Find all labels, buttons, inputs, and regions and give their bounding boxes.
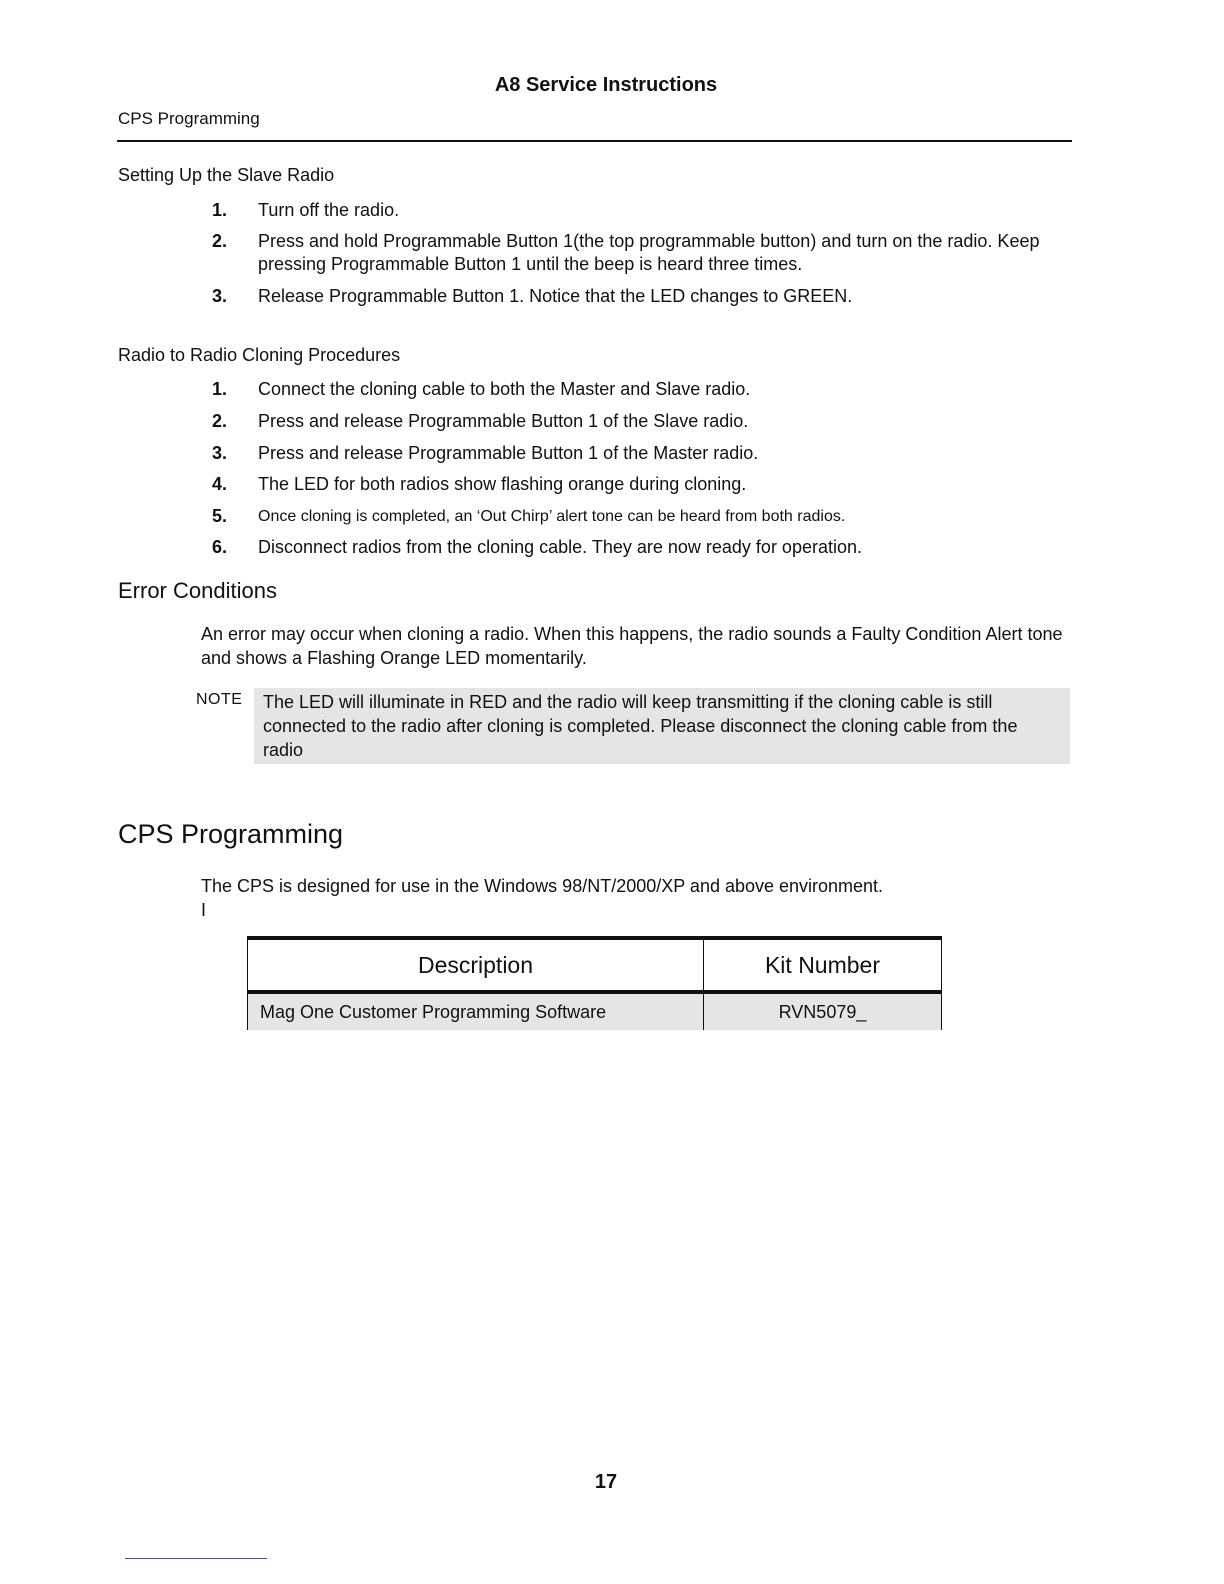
cloning-step <box>212 410 1092 433</box>
cps-body: The CPS is designed for use in the Windows 98/NT/2000/XP and above environment. <box>201 876 884 896</box>
step-text: Press and hold Programmable Button 1(the top programmable button) and turn on the radio. Keep pressing Programmable Button 1 until the beep is heard three times. <box>258 231 1040 274</box>
table-header-row <box>248 938 942 992</box>
step-text: The LED for both radios show flashing orange during cloning. <box>258 474 747 494</box>
column-header-description: Description <box>248 938 704 992</box>
step-number: 3. <box>212 286 228 306</box>
cloning-heading: Radio to Radio Cloning Procedures <box>118 345 401 365</box>
cloning-step <box>212 536 1092 559</box>
step-number: 5. <box>212 506 228 526</box>
header-rule <box>117 140 1072 142</box>
step-number: 4. <box>212 474 228 494</box>
slave-step <box>212 285 1092 308</box>
step-number: 2. <box>212 231 228 251</box>
kit-number-cell: RVN5079_ <box>704 992 942 1030</box>
cloning-step <box>212 473 1092 496</box>
step-text: Disconnect radios from the cloning cable. They are now ready for operation. <box>258 537 862 557</box>
note-box: The LED will illuminate in RED and the radio will keep transmitting if the cloning cable is still connected to the radio after cloning is completed. Please disconnect the cloning cable from the radio <box>254 688 1070 764</box>
step-number: 6. <box>212 537 228 557</box>
description-cell: Mag One Customer Programming Software <box>248 992 704 1030</box>
cloning-step <box>212 442 1092 465</box>
step-number: 1. <box>212 200 228 220</box>
step-number: 1. <box>212 379 228 399</box>
cps-programming-heading: CPS Programming <box>118 819 344 849</box>
page-number: 17 <box>594 1471 618 1493</box>
running-head: CPS Programming <box>118 109 260 128</box>
step-text: Once cloning is completed, an ‘Out Chirp’ alert tone can be heard from both radios. <box>258 508 846 525</box>
cloning-step <box>212 505 1092 528</box>
table-row <box>248 992 942 1030</box>
step-text: Connect the cloning cable to both the Master and Slave radio. <box>258 379 751 399</box>
step-text: Press and release Programmable Button 1 of the Master radio. <box>258 443 759 463</box>
error-conditions-body: An error may occur when cloning a radio. When this happens, the radio sounds a Faulty Condition Alert tone and shows a Flashing Orange LED momentarily. <box>201 624 1063 668</box>
page-header-title: A8 Service Instructions <box>494 74 718 96</box>
footer-link-line <box>125 1558 267 1559</box>
note-label: NOTE <box>196 691 243 708</box>
step-text: Press and release Programmable Button 1 of the Slave radio. <box>258 411 749 431</box>
cloning-step <box>212 378 1092 401</box>
step-text: Turn off the radio. <box>258 200 400 220</box>
stray-character: I <box>201 900 207 920</box>
error-conditions-heading: Error Conditions <box>118 578 277 603</box>
step-number: 2. <box>212 411 228 431</box>
slave-step <box>212 199 1092 222</box>
slave-step <box>212 230 1092 276</box>
kit-table <box>247 936 942 1030</box>
slave-setup-heading: Setting Up the Slave Radio <box>118 165 335 185</box>
step-text: Release Programmable Button 1. Notice that the LED changes to GREEN. <box>258 286 853 306</box>
step-number: 3. <box>212 443 228 463</box>
column-header-kit-number: Kit Number <box>704 938 942 992</box>
